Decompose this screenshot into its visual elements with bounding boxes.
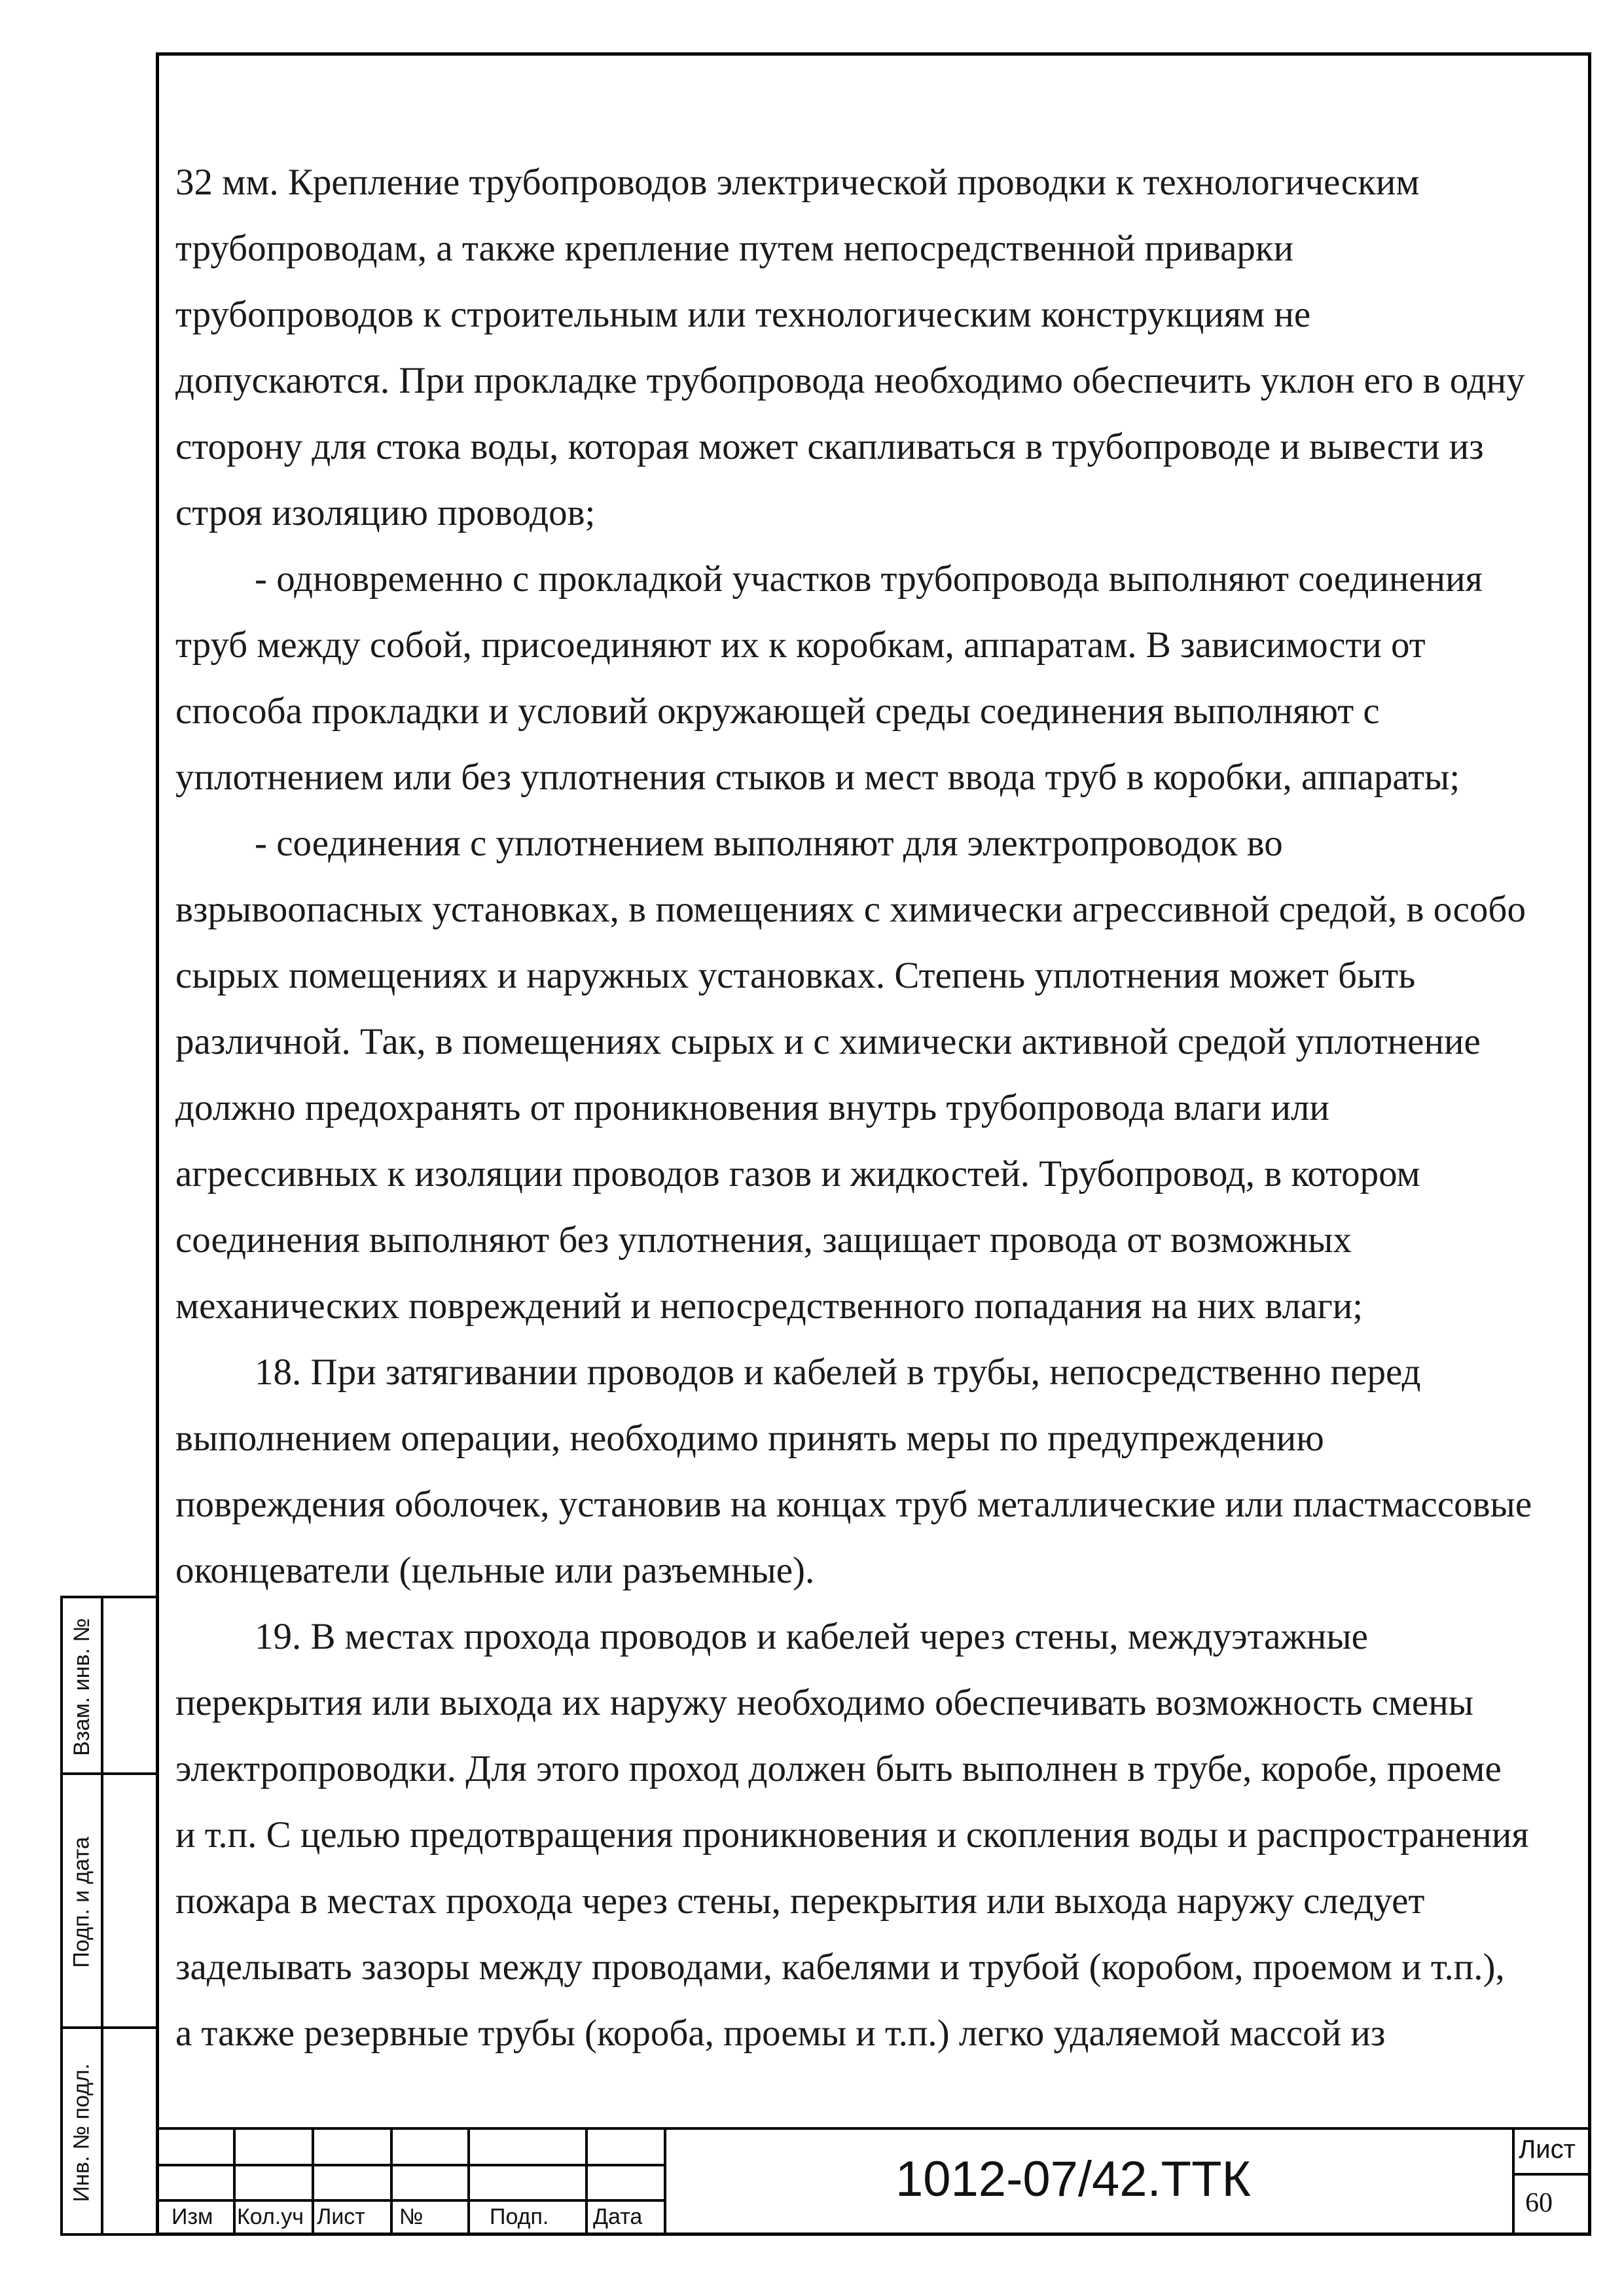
side-label-replace-inv: Взам. инв. №: [69, 1617, 94, 1756]
text-line: агрессивных к изоляции проводов газов и жидкостей. Трубопровод, в котором: [175, 1153, 1420, 1194]
text-line: строя изоляцию проводов;: [175, 492, 596, 533]
text-line: и т.п. С целью предотвращения проникновения и скопления воды и распространения: [175, 1814, 1529, 1856]
stamp-label-sheet: Лист: [317, 2204, 365, 2229]
side-strip: [60, 1596, 156, 2236]
sheet-label: Лист: [1519, 2135, 1576, 2164]
text-line: способа прокладки и условий окружающей среды соединения выполняют с: [175, 691, 1380, 732]
sheet-number: 60: [1525, 2188, 1553, 2218]
text-line: 18. При затягивании проводов и кабелей в трубы, непосредственно перед: [255, 1352, 1421, 1393]
text-line: трубопроводам, а также крепление путем непосредственной приварки: [175, 228, 1294, 269]
text-line: взрывоопасных установках, в помещениях с химически агрессивной средой, в особо: [175, 889, 1526, 930]
text-line: а также резервные трубы (короба, проемы и т.п.) легко удаляемой массой из: [175, 2013, 1386, 2054]
text-line: должно предохранять от проникновения внутрь трубопровода влаги или: [175, 1087, 1329, 1128]
stamp-label-sign: Подп.: [490, 2204, 549, 2229]
text-line: - одновременно с прокладкой участков трубопровода выполняют соединения: [255, 558, 1483, 600]
side-label-sign-date: Подп. и дата: [69, 1836, 94, 1968]
text-line: сырых помещениях и наружных установках. Степень уплотнения может быть: [175, 955, 1416, 996]
text-line: уплотнением или без уплотнения стыков и мест ввода труб в коробки, аппараты;: [175, 757, 1460, 798]
stamp-label-date: Дата: [593, 2204, 643, 2229]
text-line: выполнением операции, необходимо принять меры по предупреждению: [175, 1418, 1324, 1459]
text-line: соединения выполняют без уплотнения, защищает провода от возможных: [175, 1219, 1352, 1261]
text-line: сторону для стока воды, которая может скапливаться в трубопроводе и вывести из: [175, 426, 1484, 467]
text-line: электропроводки. Для этого проход должен быть выполнен в трубе, коробе, проеме: [175, 1748, 1502, 1789]
side-label-inv-orig: Инв. № подл.: [69, 2063, 94, 2202]
body-text: [175, 149, 1583, 2066]
text-line: различной. Так, в помещениях сырых и с химически активной средой уплотнение: [175, 1021, 1481, 1062]
text-line: 32 мм. Крепление трубопроводов электрической проводки к технологическим: [175, 162, 1420, 203]
stamp-label-change: Изм: [171, 2204, 213, 2229]
text-line: заделывать зазоры между проводами, кабелями и трубой (коробом, проемом и т.п.),: [175, 1946, 1505, 1988]
text-line: пожара в местах прохода через стены, перекрытия или выхода наружу следует: [175, 1880, 1425, 1922]
text-line: повреждения оболочек, установив на концах труб металлические или пластмассовые: [175, 1484, 1532, 1525]
document-number: 1012-07/42.ТТК: [895, 2151, 1251, 2207]
text-line: труб между собой, присоединяют их к коробкам, аппаратам. В зависимости от: [175, 624, 1426, 666]
text-line: - соединения с уплотнением выполняют для электропроводок во: [255, 823, 1283, 864]
stamp-label-doc: №: [399, 2204, 424, 2229]
text-line: перекрытия или выхода их наружу необходимо обеспечивать возможность смены: [175, 1682, 1474, 1723]
text-line: 19. В местах прохода проводов и кабелей через стены, междуэтажные: [255, 1616, 1368, 1657]
text-line: допускаются. При прокладке трубопровода необходимо обеспечить уклон его в одну: [175, 360, 1525, 401]
text-line: трубопроводов к строительным или технологическим конструкциям не: [175, 294, 1311, 335]
text-line: оконцеватели (цельные или разъемные).: [175, 1550, 815, 1591]
text-line: механических повреждений и непосредственного попадания на них влаги;: [175, 1285, 1363, 1327]
title-block: [156, 2127, 1591, 2236]
stamp-label-qty: Кол.уч: [237, 2204, 304, 2229]
